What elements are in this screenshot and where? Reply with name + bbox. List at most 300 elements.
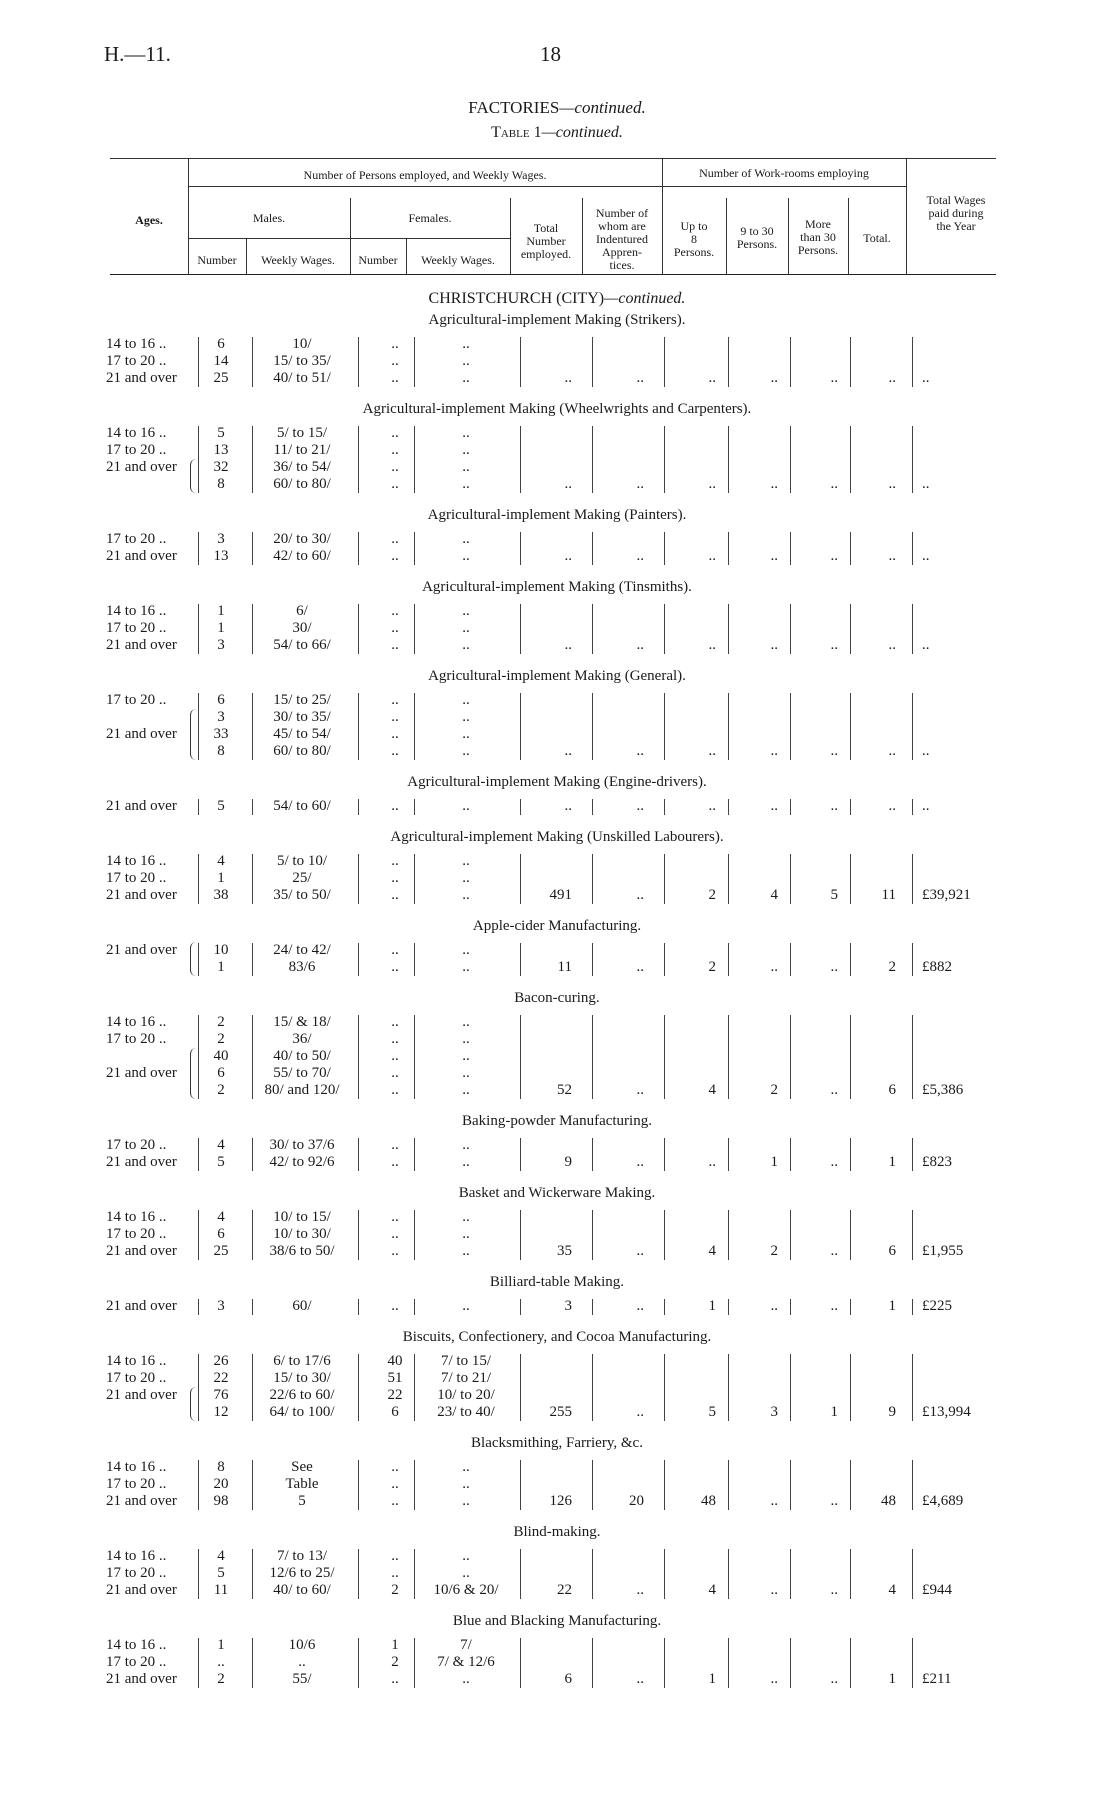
workrooms-more-30-cell: .. [830,1493,838,1509]
total-wages-cell: .. [922,548,930,564]
column-rule [358,1210,359,1260]
column-rule [728,1354,729,1421]
column-rule [198,1549,199,1599]
male-wages-cell: 40/ to 60/ [273,1582,331,1598]
workrooms-up-to-8-cell: .. [708,637,716,653]
male-wages-cell: 15/ to 30/ [273,1370,331,1386]
female-wages-cell: .. [462,1243,470,1259]
female-wages-cell: .. [462,1548,470,1564]
total-employed-cell: 22 [557,1582,572,1598]
column-rule [414,799,415,815]
female-wages-cell: .. [462,1209,470,1225]
female-wages-cell: .. [462,603,470,619]
female-number-cell: .. [391,942,399,958]
column-rule [252,1210,253,1260]
male-number-cell: 38 [213,887,229,903]
workrooms-more-30-cell: .. [830,1154,838,1170]
header-workrooms-group: Number of Work-rooms employing [699,166,869,180]
column-rule [664,799,665,815]
female-number-cell: .. [391,1671,399,1687]
male-number-cell: 8 [217,476,225,492]
male-number-cell: 20 [213,1476,229,1492]
section-title: Agricultural-implement Making (Unskilled Labourers). [390,829,724,845]
male-wages-cell: 30/ [292,620,312,636]
header-female-weekly-wages: Weekly Wages. [421,253,495,267]
age-cell: 17 to 20 .. [106,1565,167,1581]
male-number-cell: 11 [213,1582,229,1598]
column-rule [850,337,851,387]
workrooms-9-to-30-cell: .. [770,548,778,564]
section-title: Billiard-table Making. [489,1274,625,1290]
column-rule [414,426,415,493]
male-wages-cell: 15/ & 18/ [273,1014,331,1030]
workrooms-total-cell: .. [888,476,896,492]
column-rule [252,943,253,976]
workrooms-more-30-cell: .. [830,1243,838,1259]
column-rule [912,693,913,760]
female-wages-cell: .. [462,1031,470,1047]
column-rule [790,854,791,904]
male-wages-cell: 42/ to 92/6 [269,1154,335,1170]
column-rule [850,604,851,654]
page-number: 18 [540,42,561,66]
column-rule [414,693,415,760]
column-rule [520,1299,521,1315]
male-wages-cell: 60/ [292,1298,312,1314]
male-number-cell: 1 [217,603,225,619]
male-wages-cell: 54/ to 66/ [273,637,331,653]
female-number-cell: .. [391,531,399,547]
male-number-cell: 2 [217,1671,225,1687]
female-number-cell: .. [391,887,399,903]
column-rule [850,854,851,904]
age-cell: 14 to 16 .. [106,853,167,869]
column-rule [198,426,199,493]
column-rule [592,943,593,976]
workrooms-up-to-8-cell: 1 [708,1671,716,1687]
workrooms-total-cell: .. [888,548,896,564]
male-wages-cell: 24/ to 42/ [273,942,331,958]
male-number-cell: 3 [217,637,225,653]
column-rule [790,1354,791,1421]
female-number-cell: .. [391,959,399,975]
female-wages-cell: 10/ to 20/ [437,1387,495,1403]
column-rule [414,1460,415,1510]
table-subtitle [0,124,1114,142]
female-number-cell: 1 [391,1637,399,1653]
column-rule [414,1354,415,1421]
male-number-cell: 32 [213,459,229,475]
header-ages: Ages. [135,213,163,227]
male-number-cell: 40 [213,1048,229,1064]
workrooms-more-30-cell: .. [830,637,838,653]
column-rule [664,1299,665,1315]
header-total-wages: Total Wages paid during the Year [926,193,986,233]
column-rule [912,1460,913,1510]
age-cell: 17 to 20 .. [106,692,167,708]
total-employed-cell: .. [564,548,572,564]
age-cell: 17 to 20 .. [106,1476,167,1492]
total-wages-cell: .. [922,476,930,492]
column-rule [198,532,199,565]
female-wages-cell: .. [462,476,470,492]
male-number-cell: 1 [217,1637,225,1653]
column-rule [912,532,913,565]
column-rule [912,1138,913,1171]
section-title: Blue and Blacking Manufacturing. [452,1613,662,1629]
column-rule [728,1460,729,1510]
workrooms-up-to-8-cell: 4 [708,1243,716,1259]
column-rule [850,532,851,565]
workrooms-up-to-8-cell: 2 [708,887,716,903]
female-wages-cell: .. [462,370,470,386]
male-number-cell: 1 [217,870,225,886]
female-wages-cell: .. [462,442,470,458]
female-wages-cell: .. [462,743,470,759]
female-number-cell: .. [391,798,399,814]
indentured-cell: .. [636,548,644,564]
column-rule [664,854,665,904]
male-wages-cell: 36/ to 54/ [273,459,331,475]
male-number-cell: 1 [217,959,225,975]
workrooms-more-30-cell: .. [830,1671,838,1687]
female-wages-cell: .. [462,942,470,958]
column-rule [850,799,851,815]
column-rule [790,693,791,760]
male-wages-cell: 15/ to 35/ [273,353,331,369]
male-number-cell: 5 [217,425,225,441]
female-wages-cell: .. [462,1459,470,1475]
female-number-cell: .. [391,1154,399,1170]
male-number-cell: 8 [217,743,225,759]
female-number-cell: .. [391,353,399,369]
age-cell: 21 and over [106,1493,177,1509]
total-employed-cell: .. [564,476,572,492]
workrooms-more-30-cell: .. [830,798,838,814]
column-rule [790,1210,791,1260]
female-wages-cell: .. [462,853,470,869]
female-number-cell: .. [391,442,399,458]
column-rule [912,1549,913,1599]
section-title: Blacksmithing, Farriery, &c. [471,1435,643,1451]
title-suffix: —continued. [559,98,646,117]
column-rule [358,799,359,815]
workrooms-up-to-8-cell: 2 [708,959,716,975]
workrooms-9-to-30-cell: .. [770,370,778,386]
female-wages-cell: .. [462,1298,470,1314]
column-rule [592,1210,593,1260]
workrooms-9-to-30-cell: 4 [770,887,778,903]
header-male-weekly-wages: Weekly Wages. [261,253,335,267]
column-rule [252,1138,253,1171]
male-number-cell: 14 [213,353,229,369]
workrooms-total-cell: 48 [881,1493,896,1509]
workrooms-9-to-30-cell: .. [770,476,778,492]
column-rule [252,854,253,904]
male-wages-cell: 25/ [292,870,312,886]
workrooms-total-cell: 4 [888,1582,896,1598]
female-wages-cell: .. [462,531,470,547]
male-wages-cell: Table [285,1476,319,1492]
indentured-cell: .. [636,637,644,653]
age-cell: 14 to 16 .. [106,425,167,441]
female-number-cell: 40 [387,1353,403,1369]
column-rule [728,1549,729,1599]
male-number-cell: 3 [217,531,225,547]
indentured-cell: .. [636,887,644,903]
male-number-cell: 6 [217,1226,225,1242]
column-rule [358,532,359,565]
age-cell: 21 and over [106,1298,177,1314]
total-wages-cell: £39,921 [922,887,971,903]
column-rule [198,1210,199,1260]
column-rule [358,604,359,654]
male-number-cell: 2 [217,1031,225,1047]
age-cell: 17 to 20 .. [106,1370,167,1386]
column-rule [728,854,729,904]
total-employed-cell: 3 [564,1298,572,1314]
female-number-cell: 6 [391,1404,399,1420]
age-cell: 17 to 20 .. [106,870,167,886]
age-cell: 14 to 16 .. [106,1353,167,1369]
column-rule [252,1299,253,1315]
column-rule [358,426,359,493]
header-persons-group: Number of Persons employed, and Weekly Wages. [303,168,547,182]
total-wages-cell: £13,994 [922,1404,971,1420]
column-rule [520,1460,521,1510]
column-rule [592,1015,593,1099]
total-employed-cell: 491 [549,887,572,903]
column-rule [850,1460,851,1510]
male-wages-cell: See [291,1459,313,1475]
column-rule [664,1210,665,1260]
column-rule [912,799,913,815]
column-rule [664,426,665,493]
female-number-cell: .. [391,1048,399,1064]
female-wages-cell: .. [462,336,470,352]
male-number-cell: 6 [217,336,225,352]
male-wages-cell: 55/ to 70/ [273,1065,331,1081]
column-rule [358,854,359,904]
male-wages-cell: 40/ to 50/ [273,1048,331,1064]
male-wages-cell: 60/ to 80/ [273,476,331,492]
region-heading: CHRISTCHURCH (CITY)—continued. [428,290,686,307]
workrooms-total-cell: 1 [888,1154,896,1170]
male-number-cell: 13 [213,442,229,458]
workrooms-9-to-30-cell: 3 [770,1404,778,1420]
workrooms-9-to-30-cell: 2 [770,1082,778,1098]
column-rule [414,1638,415,1688]
age-brace [190,942,197,976]
total-wages-cell: £4,689 [922,1493,964,1509]
column-rule [664,532,665,565]
male-number-cell: 8 [217,1459,225,1475]
column-rule [790,1299,791,1315]
male-wages-cell: 42/ to 60/ [273,548,331,564]
male-number-cell: 4 [217,1137,225,1153]
header-indentured: Number of whom are Indentured Appren- tices. [595,206,649,272]
total-wages-cell: £211 [922,1671,952,1687]
workrooms-up-to-8-cell: .. [708,370,716,386]
male-number-cell: 2 [217,1082,225,1098]
male-number-cell: 25 [213,1243,229,1259]
column-rule [912,426,913,493]
male-wages-cell: 45/ to 54/ [273,726,331,742]
column-rule [198,854,199,904]
column-rule [790,1549,791,1599]
workrooms-total-cell: 6 [888,1082,896,1098]
female-wages-cell: .. [462,726,470,742]
workrooms-more-30-cell: 1 [830,1404,838,1420]
column-rule [520,943,521,976]
male-number-cell: 26 [213,1353,229,1369]
female-number-cell: .. [391,459,399,475]
male-number-cell: 33 [213,726,229,742]
column-rule [850,1299,851,1315]
column-rule [520,1354,521,1421]
male-wages-cell: 15/ to 25/ [273,692,331,708]
workrooms-total-cell: .. [888,370,896,386]
page-title [0,98,1114,118]
indentured-cell: .. [636,1082,644,1098]
column-rule [520,532,521,565]
male-wages-cell: 7/ to 13/ [276,1548,327,1564]
age-cell: 14 to 16 .. [106,1459,167,1475]
column-rule [912,1015,913,1099]
column-rule [790,1460,791,1510]
female-number-cell: .. [391,743,399,759]
header-9-to-30: 9 to 30 Persons. [736,224,778,251]
female-number-cell: .. [391,336,399,352]
age-cell: 21 and over [106,887,177,903]
column-rule [912,1299,913,1315]
female-wages-cell: .. [462,870,470,886]
column-rule [414,337,415,387]
column-rule [198,337,199,387]
workrooms-up-to-8-cell: 4 [708,1582,716,1598]
female-number-cell: .. [391,1082,399,1098]
female-number-cell: 2 [391,1582,399,1598]
female-number-cell: .. [391,425,399,441]
column-rule [664,1015,665,1099]
column-rule [664,1138,665,1171]
workrooms-more-30-cell: .. [830,1298,838,1314]
workrooms-up-to-8-cell: .. [708,476,716,492]
header-females: Females. [408,211,452,225]
female-number-cell: .. [391,1459,399,1475]
workrooms-9-to-30-cell: .. [770,743,778,759]
indentured-cell: .. [636,1154,644,1170]
section-title: Agricultural-implement Making (Strikers). [428,312,686,328]
column-rule [790,337,791,387]
section-title: Blind-making. [513,1524,601,1540]
column-rule [728,1015,729,1099]
female-wages-cell: .. [462,548,470,564]
column-rule [592,1299,593,1315]
page-code: H.—11. [104,42,171,66]
column-rule [592,693,593,760]
male-number-cell: 5 [217,1154,225,1170]
male-wages-cell: 5/ to 15/ [276,425,327,441]
female-number-cell: .. [391,548,399,564]
column-rule [414,604,415,654]
age-cell: 21 and over [106,459,177,475]
female-wages-cell: .. [462,1226,470,1242]
female-number-cell: .. [391,853,399,869]
female-wages-cell: .. [462,1014,470,1030]
column-rule [728,1210,729,1260]
female-number-cell: .. [391,1031,399,1047]
female-number-cell: .. [391,1014,399,1030]
column-rule [912,1354,913,1421]
male-wages-cell: .. [298,1654,306,1670]
indentured-cell: .. [636,798,644,814]
indentured-cell: .. [636,1404,644,1420]
column-rule [912,337,913,387]
header-more-than-30: More than 30 Persons. [797,217,839,257]
column-rule [358,1549,359,1599]
header-total-number: Total Number employed. [520,221,572,261]
male-number-cell: 2 [217,1014,225,1030]
female-number-cell: .. [391,1565,399,1581]
column-rule [520,1549,521,1599]
column-rule [850,1549,851,1599]
column-rule [664,1354,665,1421]
male-number-cell: 25 [213,370,229,386]
section-title: Agricultural-implement Making (Wheelwrights and Carpenters). [362,401,752,417]
column-rule [850,1210,851,1260]
male-wages-cell: 83/6 [288,959,316,975]
column-rule [592,426,593,493]
column-rule [414,943,415,976]
male-wages-cell: 30/ to 37/6 [269,1137,335,1153]
age-cell: 21 and over [106,1154,177,1170]
column-rule [664,604,665,654]
age-cell: 14 to 16 .. [106,1637,167,1653]
column-rule [358,1138,359,1171]
age-cell: 21 and over [106,1065,177,1081]
total-wages-cell: .. [922,637,930,653]
column-rule [252,1015,253,1099]
age-cell: 21 and over [106,1243,177,1259]
male-number-cell: 6 [217,692,225,708]
workrooms-total-cell: 1 [888,1671,896,1687]
female-wages-cell: .. [462,1476,470,1492]
age-brace [190,1048,197,1099]
column-rule [592,854,593,904]
total-employed-cell: 11 [557,959,572,975]
female-number-cell: .. [391,1226,399,1242]
female-number-cell: .. [391,1209,399,1225]
age-cell: 17 to 20 .. [106,1226,167,1242]
indentured-cell: .. [636,1671,644,1687]
female-number-cell: 51 [387,1370,403,1386]
column-rule [252,1549,253,1599]
male-number-cell: 4 [217,1548,225,1564]
female-wages-cell: 23/ to 40/ [437,1404,495,1420]
column-rule [198,1354,199,1421]
female-number-cell: 22 [387,1387,403,1403]
column-rule [790,1138,791,1171]
male-wages-cell: 55/ [292,1671,312,1687]
column-rule [358,1460,359,1510]
male-wages-cell: 10/6 [288,1637,316,1653]
column-rule [912,1210,913,1260]
column-rule [728,1299,729,1315]
male-wages-cell: 30/ to 35/ [273,709,331,725]
indentured-cell: .. [636,476,644,492]
header-female-number: Number [358,253,398,267]
